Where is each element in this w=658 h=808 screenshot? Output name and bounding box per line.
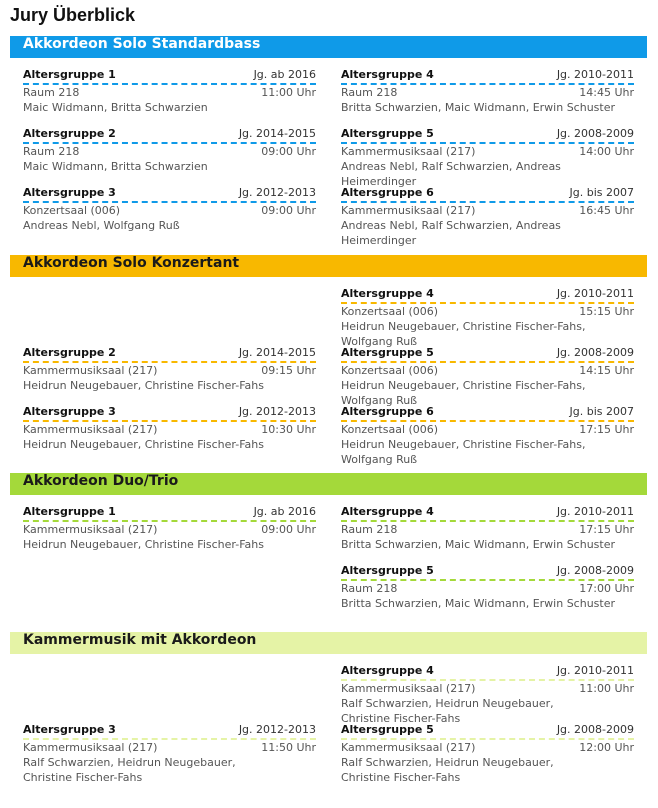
birth-year-range: Jg. bis 2007 [569,186,634,199]
jury-members: Christine Fischer-Fahs [23,771,143,784]
age-group-card [341,722,634,785]
group-header [341,504,634,522]
start-time: 11:00 Uhr [261,86,316,99]
room: Kammermusiksaal (217) [341,204,476,217]
room-time-row [341,144,634,159]
age-group-card [341,126,634,189]
group-header [23,126,316,144]
age-group-card [341,663,634,726]
age-group-card [23,504,316,552]
birth-year-range: Jg. 2012-2013 [238,186,316,199]
room-time-row [341,203,634,218]
section-header-duo-trio: Akkordeon Duo/Trio [10,473,647,495]
jury-members: Ralf Schwarzien, Heidrun Neugebauer, [341,697,554,710]
start-time: 17:00 Uhr [579,582,634,595]
group-name: Altersgruppe 4 [341,664,434,677]
room-time-row [23,85,316,100]
room: Raum 218 [23,86,80,99]
start-time: 10:30 Uhr [261,423,316,436]
room-time-row [341,85,634,100]
group-name: Altersgruppe 6 [341,186,434,199]
start-time: 16:45 Uhr [579,204,634,217]
room-time-row [341,581,634,596]
age-group-card [23,126,316,174]
start-time: 14:00 Uhr [579,145,634,158]
group-header [341,67,634,85]
start-time: 11:50 Uhr [261,741,316,754]
start-time: 15:15 Uhr [579,305,634,318]
jury-members: Britta Schwarzien, Maic Widmann, Erwin Schuster [341,538,616,551]
start-time: 09:00 Uhr [261,204,316,217]
jury-members: Andreas Nebl, Ralf Schwarzien, Andreas Heimerdinger [341,160,561,188]
room: Raum 218 [341,523,398,536]
group-name: Altersgruppe 6 [341,405,434,418]
group-header [23,345,316,363]
group-header [23,67,316,85]
birth-year-range: Jg. 2008-2009 [556,127,634,140]
birth-year-range: Jg. 2010-2011 [556,287,634,300]
group-name: Altersgruppe 4 [341,287,434,300]
group-header [341,663,634,681]
jury-members: Heidrun Neugebauer, Christine Fischer-Fahs [23,538,264,551]
jury-members: Ralf Schwarzien, Heidrun Neugebauer, [341,756,554,769]
birth-year-range: Jg. 2010-2011 [556,68,634,81]
birth-year-range: Jg. 2008-2009 [556,723,634,736]
age-group-card [341,67,634,115]
jury-members: Heidrun Neugebauer, Christine Fischer-Fahs, Wolfgang Ruß [341,379,586,407]
jury-members: Heidrun Neugebauer, Christine Fischer-Fahs [23,438,264,451]
section-header-konzertant: Akkordeon Solo Konzertant [10,255,647,277]
group-name: Altersgruppe 3 [23,405,116,418]
jury-members: Heidrun Neugebauer, Christine Fischer-Fahs, Wolfgang Ruß [341,320,586,348]
room: Kammermusiksaal (217) [341,145,476,158]
start-time: 09:15 Uhr [261,364,316,377]
group-name: Altersgruppe 5 [341,723,434,736]
jury-members: Andreas Nebl, Wolfgang Ruß [23,219,180,232]
group-name: Altersgruppe 5 [341,564,434,577]
group-name: Altersgruppe 1 [23,68,116,81]
room: Konzertsaal (006) [341,423,439,436]
age-group-card [23,722,316,785]
page-title: Jury Überblick [10,5,136,25]
birth-year-range: Jg. ab 2016 [253,505,316,518]
room: Konzertsaal (006) [341,305,439,318]
room: Raum 218 [341,86,398,99]
start-time: 11:00 Uhr [579,682,634,695]
room: Kammermusiksaal (217) [23,741,158,754]
start-time: 09:00 Uhr [261,145,316,158]
room-time-row [341,304,634,319]
room: Kammermusiksaal (217) [341,682,476,695]
jury-members: Andreas Nebl, Ralf Schwarzien, Andreas Heimerdinger [341,219,561,247]
age-group-card [23,185,316,233]
section-header-kammermusik: Kammermusik mit Akkordeon [10,632,647,654]
room: Raum 218 [23,145,80,158]
group-header [341,404,634,422]
jury-members: Heidrun Neugebauer, Christine Fischer-Fahs [23,379,264,392]
room: Konzertsaal (006) [341,364,439,377]
birth-year-range: Jg. 2010-2011 [556,664,634,677]
room-time-row [341,422,634,437]
jury-members: Britta Schwarzien, Maic Widmann, Erwin Schuster [341,101,616,114]
age-group-card [23,67,316,115]
start-time: 17:15 Uhr [579,523,634,536]
age-group-card [23,345,316,393]
group-header [23,185,316,203]
jury-members: Heidrun Neugebauer, Christine Fischer-Fahs, Wolfgang Ruß [341,438,586,466]
jury-members: Christine Fischer-Fahs [341,771,461,784]
room-time-row [23,144,316,159]
birth-year-range: Jg. 2014-2015 [238,346,316,359]
start-time: 14:15 Uhr [579,364,634,377]
group-name: Altersgruppe 1 [23,505,116,518]
birth-year-range: Jg. 2008-2009 [556,346,634,359]
jury-members: Ralf Schwarzien, Heidrun Neugebauer, [23,756,236,769]
group-header [341,722,634,740]
group-header [341,345,634,363]
group-header [23,504,316,522]
room-time-row [341,522,634,537]
section-header-standardbass: Akkordeon Solo Standardbass [10,36,647,58]
birth-year-range: Jg. ab 2016 [253,68,316,81]
group-name: Altersgruppe 5 [341,346,434,359]
age-group-card [341,504,634,552]
room-time-row [341,363,634,378]
jury-members: Christine Fischer-Fahs [341,712,461,725]
room-time-row [341,740,634,755]
room-time-row [23,422,316,437]
room-time-row [341,681,634,696]
jury-members: Britta Schwarzien, Maic Widmann, Erwin Schuster [341,597,616,610]
group-header [23,722,316,740]
group-header [341,126,634,144]
room-time-row [23,363,316,378]
start-time: 14:45 Uhr [579,86,634,99]
jury-members: Maic Widmann, Britta Schwarzien [23,101,208,114]
birth-year-range: Jg. 2012-2013 [238,723,316,736]
group-name: Altersgruppe 3 [23,186,116,199]
group-name: Altersgruppe 2 [23,346,116,359]
age-group-card [341,404,634,467]
birth-year-range: Jg. 2014-2015 [238,127,316,140]
birth-year-range: Jg. 2008-2009 [556,564,634,577]
group-name: Altersgruppe 5 [341,127,434,140]
room: Raum 218 [341,582,398,595]
start-time: 09:00 Uhr [261,523,316,536]
age-group-card [341,286,634,349]
group-header [341,286,634,304]
age-group-card [341,345,634,408]
group-header [341,563,634,581]
start-time: 17:15 Uhr [579,423,634,436]
group-name: Altersgruppe 4 [341,505,434,518]
group-name: Altersgruppe 4 [341,68,434,81]
group-header [341,185,634,203]
room: Konzertsaal (006) [23,204,121,217]
group-name: Altersgruppe 3 [23,723,116,736]
room: Kammermusiksaal (217) [23,523,158,536]
room: Kammermusiksaal (217) [23,423,158,436]
start-time: 12:00 Uhr [579,741,634,754]
jury-members: Maic Widmann, Britta Schwarzien [23,160,208,173]
birth-year-range: Jg. 2010-2011 [556,505,634,518]
group-header [23,404,316,422]
group-name: Altersgruppe 2 [23,127,116,140]
room: Kammermusiksaal (217) [341,741,476,754]
birth-year-range: Jg. bis 2007 [569,405,634,418]
room: Kammermusiksaal (217) [23,364,158,377]
room-time-row [23,740,316,755]
room-time-row [23,522,316,537]
age-group-card [341,185,634,248]
room-time-row [23,203,316,218]
age-group-card [23,404,316,452]
age-group-card [341,563,634,611]
birth-year-range: Jg. 2012-2013 [238,405,316,418]
